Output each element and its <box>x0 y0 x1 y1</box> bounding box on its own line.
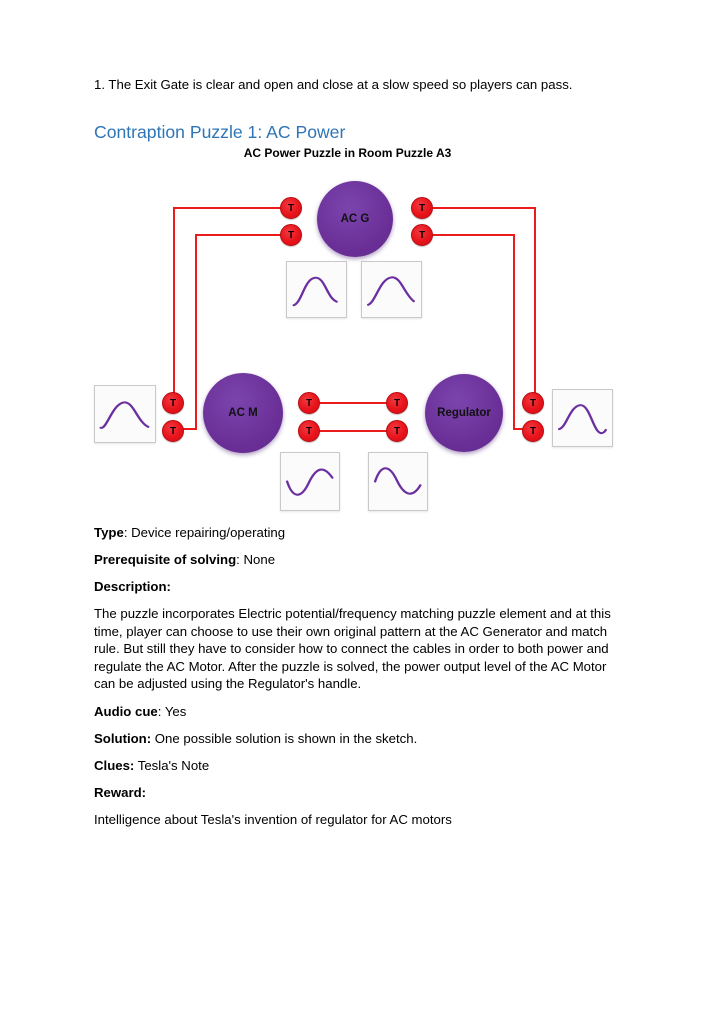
waveform-box-bottom-right <box>368 452 428 511</box>
wire-segment <box>309 402 397 405</box>
prerequisite-value: : None <box>236 552 276 567</box>
sine-wave-icon <box>556 395 609 441</box>
prerequisite-label: Prerequisite of solving <box>94 552 237 567</box>
terminal-generator-right-bottom: T <box>411 224 433 246</box>
terminal-motor-left-bottom: T <box>162 420 184 442</box>
waveform-box-generator-left <box>286 261 347 318</box>
reward-text-line: Intelligence about Tesla's invention of regulator for AC motors <box>94 811 452 827</box>
audio-cue-line <box>94 703 621 720</box>
wire-segment <box>534 207 537 403</box>
wire-segment <box>422 234 514 237</box>
terminal-motor-right-top: T <box>298 392 320 414</box>
wire-segment <box>174 207 291 210</box>
wire-segment <box>309 430 397 433</box>
terminal-motor-right-bottom: T <box>298 420 320 442</box>
description-paragraph: The puzzle incorporates Electric potential/frequency matching puzzle element and at this time, player can choose to use their own original pattern at the AC Generator and match rule. But still they have to consider how to connect the cables in order to both power and regulate the AC Motor. After the puzzle is solved, the power output level of the AC Motor can be adjusted using the Regulator's handle. <box>94 606 611 691</box>
clues-value: Tesla's Note <box>134 757 210 773</box>
audio-cue-value: : Yes <box>157 703 187 719</box>
intro-line: 1. The Exit Gate is clear and open and close at a slow speed so players can pass. <box>94 77 573 92</box>
node-regulator <box>425 374 503 452</box>
audio-cue-label: Audio cue <box>94 703 158 719</box>
terminal-regulator-right-top: T <box>522 392 544 414</box>
type-line <box>94 524 621 541</box>
clues-label: Clues: <box>94 757 135 773</box>
sine-wave-icon <box>372 458 424 505</box>
node-ac-generator-label: AC G <box>340 213 370 225</box>
waveform-box-generator-right <box>361 261 422 318</box>
wire-segment <box>196 234 291 237</box>
type-value: : Device repairing/operating <box>123 525 286 540</box>
terminal-regulator-left-top: T <box>386 392 408 414</box>
terminal-generator-left-bottom: T <box>280 224 302 246</box>
sine-wave-icon <box>98 391 152 437</box>
sine-wave-icon <box>290 267 343 312</box>
terminal-regulator-left-bottom: T <box>386 420 408 442</box>
terminal-generator-left-top: T <box>280 197 302 219</box>
waveform-box-bottom-left <box>280 452 340 511</box>
terminal-generator-right-top: T <box>411 197 433 219</box>
terminal-regulator-right-bottom: T <box>522 420 544 442</box>
solution-label: Solution: <box>94 730 152 746</box>
solution-value: One possible solution is shown in the sketch. <box>151 730 418 746</box>
prerequisite-line <box>94 551 621 568</box>
sine-wave-icon <box>284 458 336 505</box>
node-ac-generator <box>317 181 393 257</box>
node-ac-motor-label: AC M <box>228 407 258 419</box>
waveform-box-far-left <box>94 385 156 443</box>
type-label: Type <box>94 525 124 540</box>
reward-label: Reward: <box>94 784 147 800</box>
wire-segment <box>173 207 176 403</box>
wire-segment <box>195 234 198 430</box>
clues-line <box>94 757 621 774</box>
wire-segment <box>422 207 535 210</box>
reward-label-line <box>94 784 621 801</box>
terminal-motor-left-top: T <box>162 392 184 414</box>
node-regulator-label: Regulator <box>437 407 491 419</box>
node-ac-motor <box>203 373 283 453</box>
sine-wave-icon <box>365 267 418 312</box>
description-label-line <box>94 578 621 595</box>
solution-line <box>94 730 621 747</box>
description-label: Description: <box>94 579 171 594</box>
diagram-caption: AC Power Puzzle in Room Puzzle A3 <box>243 146 452 160</box>
wire-segment <box>513 234 516 430</box>
section-heading: Contraption Puzzle 1: AC Power <box>94 122 346 142</box>
waveform-box-far-right <box>552 389 613 447</box>
